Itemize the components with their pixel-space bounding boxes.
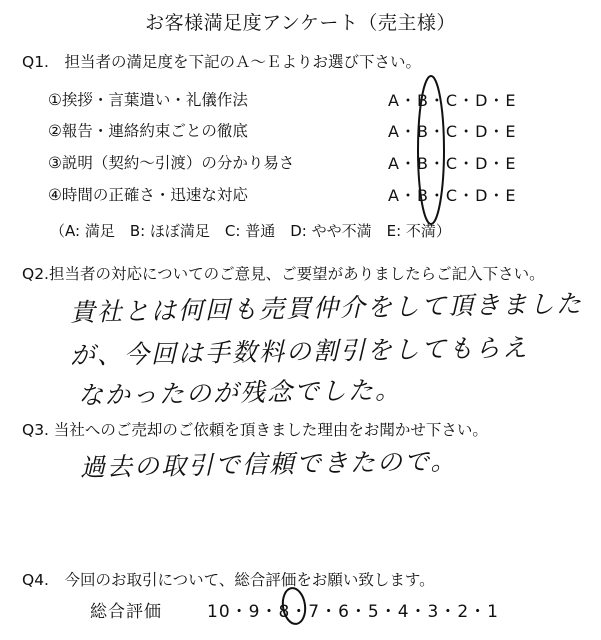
- q1-item-1-choices: A・B・C・D・E: [388, 91, 517, 110]
- q1-item-2-choices: A・B・C・D・E: [388, 122, 517, 141]
- survey-title: お客様満足度アンケート（売主様）: [145, 12, 456, 34]
- q1-item-4-choices: A・B・C・D・E: [388, 186, 517, 205]
- q3-question: Q3. 当社へのご売却のご依頼を頂きました理由をお聞かせ下さい。: [22, 421, 488, 439]
- q1-legend: （A: 満足 B: ほぼ満足 C: 普通 D: やや不満 E: 不満）: [50, 222, 451, 240]
- q1-question: Q1. 担当者の満足度を下記のＡ～Ｅよりお選び下さい。: [22, 53, 421, 71]
- q1-item-3-label: ③説明（契約～引渡）の分かり易さ: [48, 154, 295, 172]
- q4-scale-label: 総合評価: [90, 602, 162, 622]
- q1-item-4-label: ④時間の正確さ・迅速な対応: [48, 186, 248, 204]
- q1-item-3-choices: A・B・C・D・E: [388, 154, 517, 173]
- q1-item-2-label: ②報告・連絡約束ごとの徹底: [48, 122, 248, 140]
- q2-answer-line-2: が、今回は手数料の割引をしてもらえ: [69, 332, 530, 370]
- q1-item-1-label: ①挨拶・言葉遣い・礼儀作法: [48, 91, 248, 109]
- q2-answer-line-3: なかったのが残念でした。: [77, 375, 403, 410]
- q4-question: Q4. 今回のお取引について、総合評価をお願い致します。: [22, 571, 435, 589]
- q3-answer-line-1: 過去の取引で信頼できたので。: [79, 446, 458, 482]
- q4-scale: 10・9・8・7・6・5・4・3・2・1: [207, 602, 499, 622]
- q2-answer-line-1: 貴社とは何回も売買仲介をして頂きました: [69, 289, 584, 327]
- q2-question: Q2.担当者の対応についてのご意見、ご要望がありましたらご記入下さい。: [22, 265, 545, 283]
